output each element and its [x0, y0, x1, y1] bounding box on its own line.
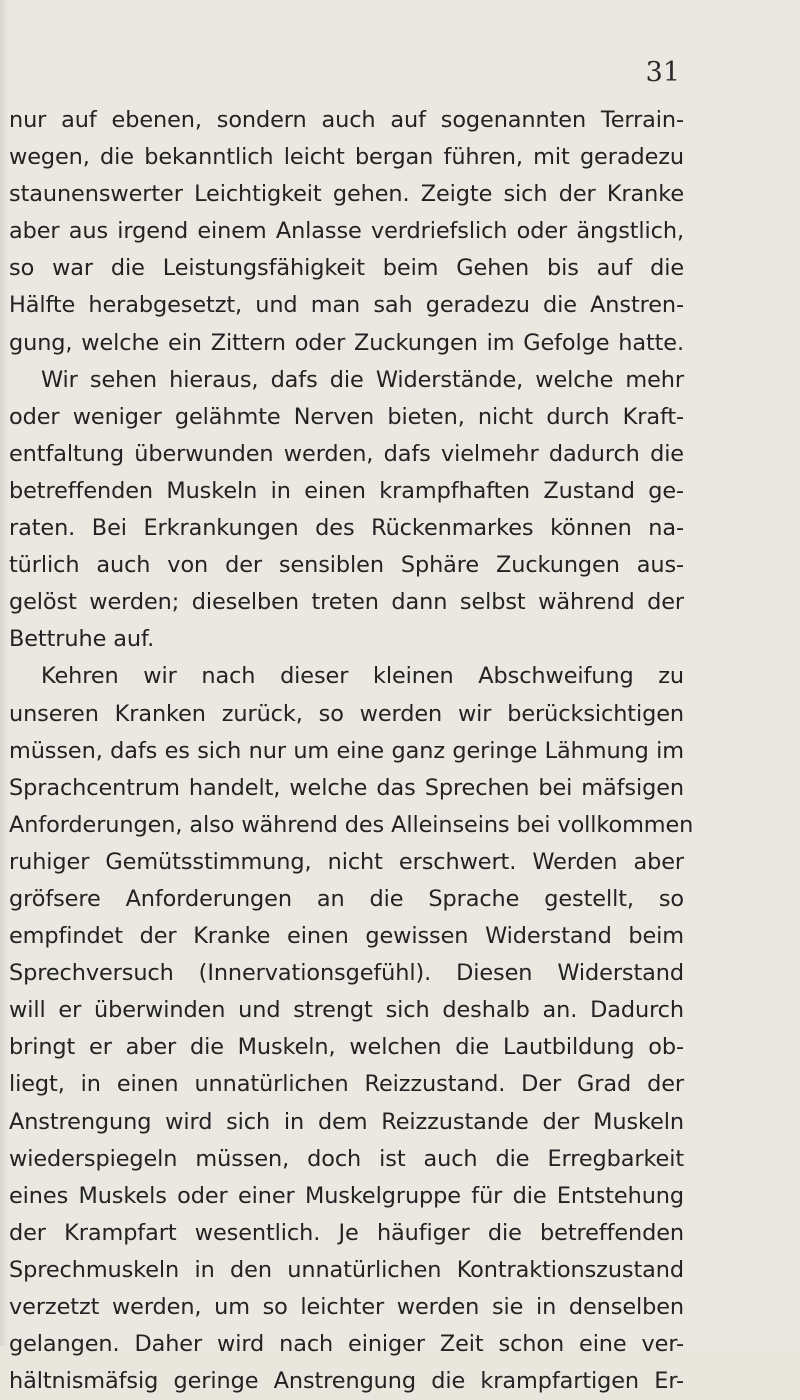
- text-line: verzetzt werden, um so leichter werden sie in denselben: [9, 1294, 684, 1320]
- text-line: unseren Kranken zurück, so werden wir berücksichtigen: [9, 700, 684, 727]
- text-line: Wir sehen hieraus, dafs die Widerstände, welche mehr: [41, 366, 684, 393]
- text-line: liegt, in einen unnatürlichen Reizzustand. Der Grad der: [9, 1071, 684, 1098]
- text-line: müssen, dafs es sich nur um eine ganz geringe Lähmung im: [9, 737, 684, 764]
- text-line: will er überwinden und strengt sich deshalb an. Dadurch: [9, 997, 684, 1024]
- text-line: entfaltung überwunden werden, dafs vielmehr dadurch die: [9, 440, 684, 467]
- text-line: der Krampfart wesentlich. Je häufiger die betreffenden: [9, 1219, 684, 1246]
- text-line: gelangen. Daher wird nach einiger Zeit schon eine ver-: [9, 1331, 684, 1358]
- text-line: nur auf ebenen, sondern auch auf sogenannten Terrain-: [9, 107, 684, 133]
- text-line: so war die Leistungsfähigkeit beim Gehen bis auf die: [9, 255, 684, 282]
- text-line: Sprechversuch (Innervationsgefühl). Diesen Widerstand: [9, 960, 684, 987]
- text-line: oder weniger gelähmte Nerven bieten, nicht durch Kraft-: [9, 403, 684, 430]
- text-line: wiederspiegeln müssen, doch ist auch die Erregbarkeit: [9, 1145, 684, 1172]
- page-number: 31: [645, 57, 680, 88]
- text-line: ruhiger Gemütsstimmung, nicht erschwert. Werden aber: [9, 848, 684, 875]
- text-line: bringt er aber die Muskeln, welchen die Lautbildung ob-: [9, 1034, 684, 1061]
- body-text: [9, 102, 694, 1400]
- text-line: staunenswerter Leichtigkeit gehen. Zeigte sich der Kranke: [9, 181, 684, 208]
- text-line: gung, welche ein Zittern oder Zuckungen im Gefolge hatte.: [9, 329, 684, 356]
- page-edge-shadow: [0, 0, 8, 1346]
- text-line: betreffenden Muskeln in einen krampfhaften Zustand ge-: [9, 477, 684, 504]
- text-line: Anstrengung wird sich in dem Reizzustande der Muskeln: [9, 1108, 684, 1135]
- text-line: Kehren wir nach dieser kleinen Abschweifung zu: [41, 663, 684, 690]
- text-line: raten. Bei Erkrankungen des Rückenmarkes können na-: [9, 515, 684, 542]
- text-line: hältnismäfsig geringe Anstrengung die krampfartigen Er-: [9, 1368, 684, 1395]
- text-line: eines Muskels oder einer Muskelgruppe für die Entstehung: [9, 1182, 684, 1209]
- text-line: gröfsere Anforderungen an die Sprache gestellt, so: [9, 885, 684, 912]
- text-line: Hälfte herabgesetzt, und man sah geradezu die Anstren-: [9, 292, 684, 319]
- text-line: Bettruhe auf.: [9, 626, 155, 653]
- text-line: empfindet der Kranke einen gewissen Widerstand beim: [9, 923, 684, 950]
- text-line: Sprachcentrum handelt, welche das Sprechen bei mäfsigen: [9, 774, 684, 801]
- text-line: aber aus irgend einem Anlasse verdriefslich oder ängstlich,: [9, 218, 684, 245]
- text-line: Anforderungen, also während des Alleinseins bei vollkommen: [9, 811, 694, 838]
- text-line: gelöst werden; dieselben treten dann selbst während der: [9, 589, 684, 616]
- text-line: türlich auch von der sensiblen Sphäre Zuckungen aus-: [9, 552, 684, 579]
- text-line: Sprechmuskeln in den unnatürlichen Kontraktionszustand: [9, 1256, 684, 1283]
- text-line: wegen, die bekanntlich leicht bergan führen, mit geradezu: [9, 144, 684, 171]
